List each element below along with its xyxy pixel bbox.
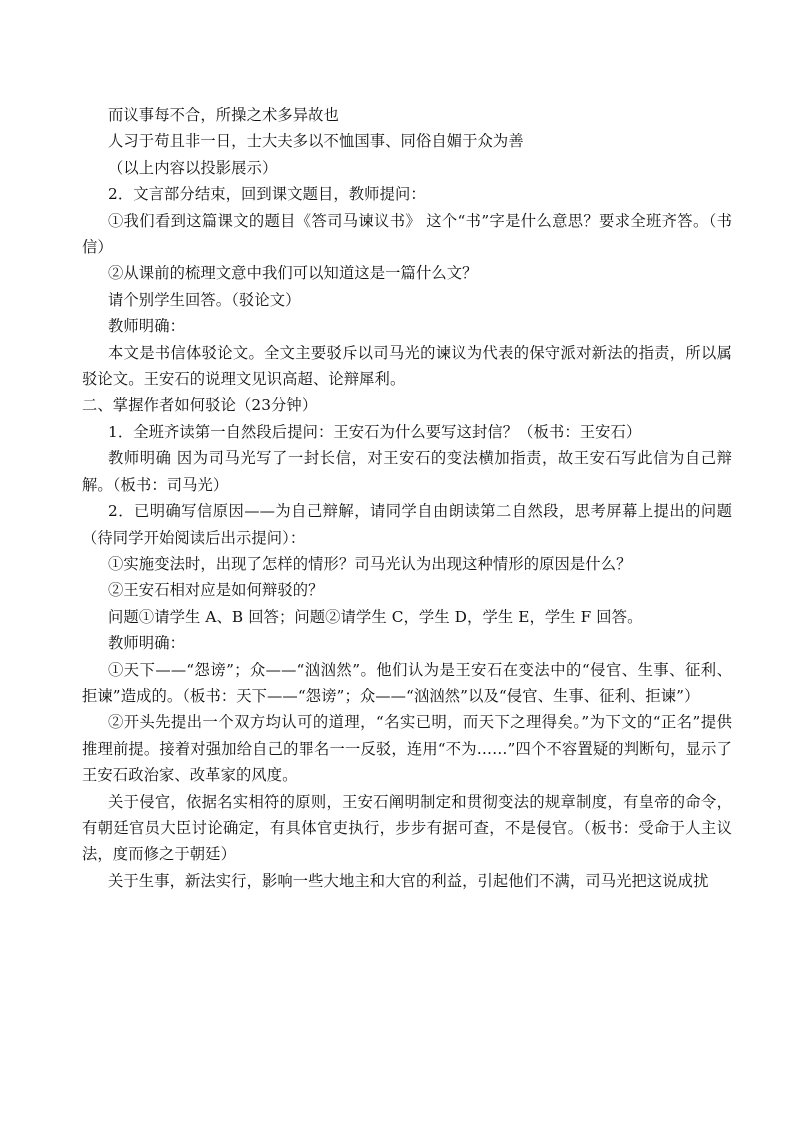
paragraph-16: 问题①请学生 A、B 回答；问题②请学生 C，学生 D，学生 E，学生 F 回答。 bbox=[108, 607, 643, 626]
paragraph-6: ②从课前的梳理文意中我们可以知道这是一篇什么文？ bbox=[108, 264, 478, 283]
paragraph-8: 教师明确： bbox=[108, 317, 185, 336]
paragraph-13: 2．已明确写信原因——为自己辩解，请同学自由朗读第二自然段，思考屏幕上提出的问题（待同学开始阅读后出示提问）： bbox=[82, 502, 732, 547]
paragraph-18: ①天下——“怨谤”；众——“汹汹然”。他们认为是王安石在变法中的“侵官、生事、征利、拒谏”造成的。（板书：天下——“怨谤”；众——“汹汹然”以及“侵官、生事、征利、拒谏”） bbox=[82, 660, 732, 705]
paragraph-21: 关于生事，新法实行，影响一些大地主和大官的利益，引起他们不满，司马光把这说成扰 bbox=[108, 871, 709, 890]
paragraph-1: 而议事每不合，所操之术多异故也 bbox=[108, 106, 339, 124]
section-heading: 二、掌握作者如何驳论（23分钟） bbox=[82, 396, 318, 415]
paragraph-4: 2．文言部分结束，回到课文题目，教师提问： bbox=[108, 185, 426, 204]
paragraph-19: ②开头先提出一个双方均认可的道理，“名实已明，而天下之理得矣。”为下文的“正名”提供推理前提。接着对强加给自己的罪名一一反驳，连用“不为……”四个不容置疑的判断句，显示了王安石政治家、改革家的风度。 bbox=[82, 713, 732, 785]
document-body bbox=[82, 102, 732, 894]
paragraph-20: 关于侵官，依据名实相符的原则，王安石阐明制定和贯彻变法的规章制度，有皇帝的命令，有朝廷官员大臣讨论确定，有具体官吏执行，步步有据可查，不是侵官。（板书：受命于人主议法，度而修之于朝廷） bbox=[82, 792, 732, 864]
paragraph-11: 1．全班齐读第一自然段后提问：王安石为什么要写这封信？（板书：王安石） bbox=[108, 422, 642, 441]
paragraph-3: （以上内容以投影展示） bbox=[108, 158, 278, 177]
paragraph-12: 教师明确 因为司马光写了一封长信，对王安石的变法横加指责，故王安石写此信为自己辩解。（板书：司马光） bbox=[82, 449, 732, 494]
paragraph-15: ②王安石相对应是如何辩驳的？ bbox=[108, 581, 324, 600]
paragraph-17: 教师明确： bbox=[108, 634, 185, 653]
paragraph-7: 请个别学生回答。（驳论文） bbox=[108, 290, 301, 309]
paragraph-5: ①我们看到这篇课文的题目《答司马谏议书》 这个“书”字是什么意思？要求全班齐答。（书信） bbox=[82, 211, 732, 257]
paragraph-14: ①实施变法时，出现了怎样的情形？司马光认为出现这种情形的原因是什么？ bbox=[108, 554, 632, 573]
paragraph-9: 本文是书信体驳论文。全文主要驳斥以司马光的谏议为代表的保守派对新法的指责，所以属驳论文。王安石的说理文见识高超、论辩犀利。 bbox=[82, 343, 732, 389]
paragraph-2: 人习于苟且非一日，士大夫多以不恤国事、同俗自媚于众为善 bbox=[108, 132, 524, 151]
